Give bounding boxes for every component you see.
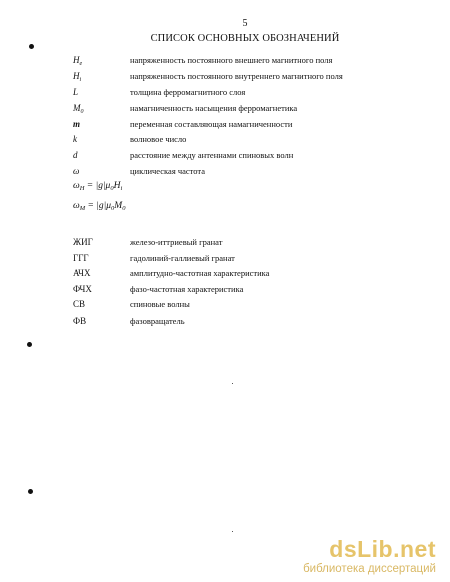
abbreviation-description: спиновые волны	[130, 299, 190, 309]
symbol-description: циклическая частота	[130, 166, 206, 176]
symbol-description: переменная составляющая намагниченности	[130, 119, 293, 129]
symbol-description: расстояние между антеннами спиновых волн	[130, 150, 294, 160]
watermark-logo: dsLib.net	[329, 536, 436, 562]
symbol: $M_0$	[73, 103, 84, 115]
symbol: $H_i$	[73, 71, 82, 83]
symbol: d	[73, 150, 78, 160]
abbreviation-description: фазо-частотная характеристика	[130, 284, 244, 294]
binder-hole-mark	[28, 489, 33, 494]
symbol-description: напряженность постоянного внутреннего магнитного поля	[130, 71, 343, 81]
watermark-subtitle: библиотека диссертаций	[303, 563, 436, 575]
abbreviation-description: фазовращатель	[130, 316, 185, 326]
symbol-description: толщина ферромагнитного слоя	[130, 87, 246, 97]
abbreviation: СВ	[73, 299, 86, 309]
formula: $\omega_H = |g|\mu_0H_i$	[73, 181, 123, 192]
symbol: k	[73, 134, 77, 144]
symbol-description: волновое число	[130, 134, 187, 144]
page-title: СПИСОК ОСНОВНЫХ ОБОЗНАЧЕНИЙ	[150, 33, 340, 44]
formula: $\omega_M = |g|\mu_0M_0$	[73, 201, 126, 212]
symbol: $H_e$	[73, 55, 83, 67]
symbol: L	[73, 87, 79, 97]
scan-speck	[232, 383, 233, 384]
symbol: ω	[73, 166, 80, 176]
abbreviation: ЖИГ	[73, 237, 93, 247]
abbreviation: ФВ	[73, 316, 87, 326]
binder-hole-mark	[29, 44, 34, 49]
binder-hole-mark	[27, 342, 32, 347]
scan-speck	[232, 531, 233, 532]
symbol-description: напряженность постоянного внешнего магнитного поля	[130, 55, 333, 65]
abbreviation-description: железо-иттриевый гранат	[130, 237, 223, 247]
symbol-description: намагниченность насыщения ферромагнетика	[130, 103, 298, 113]
abbreviation: ГГГ	[73, 253, 89, 263]
symbol: m	[73, 119, 81, 129]
page-number: 5	[242, 18, 248, 29]
abbreviation: ФЧХ	[73, 284, 92, 294]
abbreviation-description: гадолиний-галлиевый гранат	[130, 253, 235, 263]
abbreviation: АЧХ	[73, 268, 91, 278]
abbreviation-description: амплитудно-частотная характеристика	[130, 268, 270, 278]
